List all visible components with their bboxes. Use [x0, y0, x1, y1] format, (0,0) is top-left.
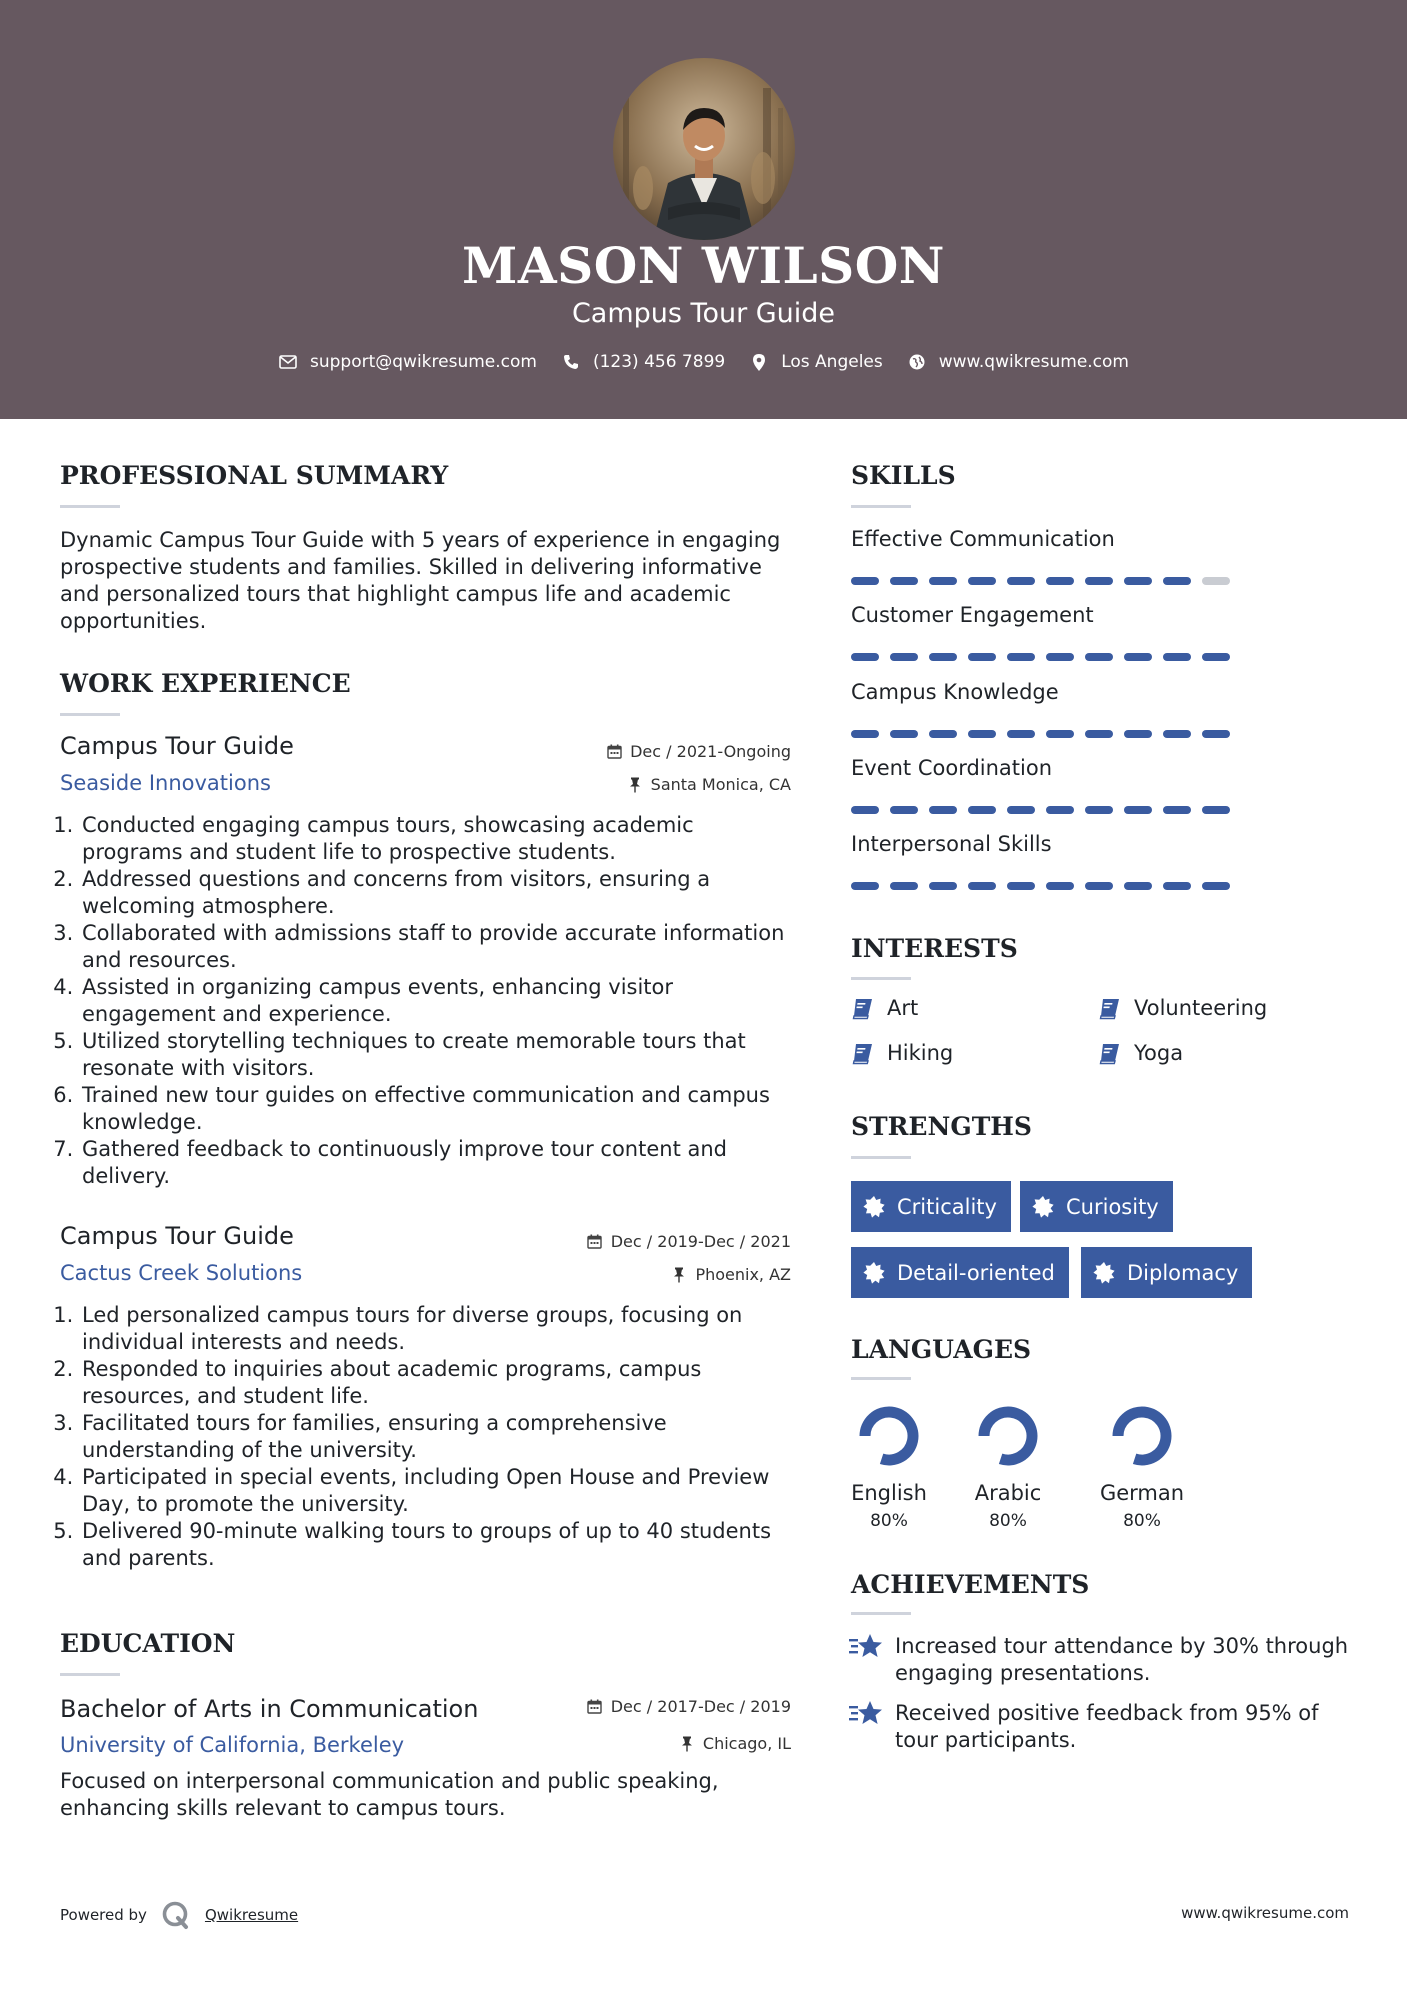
contact-email[interactable] — [278, 352, 537, 372]
skill-dot-filled — [851, 806, 879, 814]
job-location-text: Phoenix, AZ — [695, 1265, 791, 1284]
interest-item — [851, 996, 918, 1020]
experience-heading: WORK EXPERIENCE — [60, 669, 351, 698]
language-level-arc — [1118, 1412, 1166, 1460]
skill-name: Customer Engagement — [851, 603, 1094, 627]
summary-line: prospective students and families. Skilled in delivering informative — [60, 555, 762, 579]
language-name: Arabic — [974, 1481, 1042, 1505]
list-item — [80, 866, 810, 920]
pushpin-icon — [679, 1736, 695, 1752]
job-bullets — [50, 812, 810, 1190]
skill-dot-filled — [1202, 882, 1230, 890]
skill-dot-filled — [1085, 577, 1113, 585]
website-text: www.qwikresume.com — [938, 352, 1129, 372]
interest-item — [1098, 996, 1267, 1020]
education-location-text: Chicago, IL — [702, 1734, 791, 1753]
skill-rating — [851, 806, 1241, 814]
interests-heading: INTERESTS — [851, 934, 1018, 963]
bullet-line: Facilitated tours for families, ensuring a comprehensive — [82, 1411, 667, 1435]
bullet-line: knowledge. — [82, 1110, 203, 1134]
bullet-line: Delivered 90-minute walking tours to groups of up to 40 students — [82, 1519, 772, 1543]
bullet-line: understanding of the university. — [82, 1438, 417, 1462]
language-item — [1087, 1403, 1197, 1531]
achievement-text — [895, 1700, 1319, 1754]
education-date-text: Dec / 2017-Dec / 2019 — [610, 1697, 791, 1716]
interest-label: Art — [887, 996, 919, 1020]
calendar-icon — [606, 744, 622, 760]
school-name[interactable]: University of California, Berkeley — [60, 1733, 405, 1757]
skill-dot-filled — [968, 577, 996, 585]
job-date — [480, 742, 791, 761]
profile-photo — [613, 58, 795, 240]
bullet-line: Participated in special events, including Open House and Preview — [82, 1465, 770, 1489]
skill-name: Event Coordination — [851, 756, 1053, 780]
bullet-line: Trained new tour guides on effective communication and campus — [82, 1083, 770, 1107]
skill-dot-filled — [1007, 806, 1035, 814]
strength-chip — [851, 1247, 1069, 1298]
interest-item — [851, 1041, 953, 1065]
education-location — [480, 1734, 791, 1753]
strength-chip — [1081, 1247, 1252, 1298]
skill-dot-filled — [890, 806, 918, 814]
bullet-line: resonate with visitors. — [82, 1056, 315, 1080]
strength-label: Criticality — [897, 1194, 997, 1219]
bullet-line: programs and student life to prospective students. — [82, 840, 616, 864]
list-item — [80, 920, 810, 974]
envelope-icon — [278, 352, 298, 372]
company-name[interactable]: Cactus Creek Solutions — [60, 1261, 303, 1285]
languages-heading: LANGUAGES — [851, 1335, 1032, 1364]
list-item — [80, 1410, 810, 1464]
skill-dot-filled — [929, 806, 957, 814]
job-date-text: Dec / 2019-Dec / 2021 — [610, 1232, 791, 1251]
skill-dot-filled — [1046, 882, 1074, 890]
skill-dot-filled — [1085, 806, 1113, 814]
skill-dot-filled — [1085, 653, 1113, 661]
calendar-icon — [587, 1699, 603, 1715]
map-pin-icon — [749, 352, 769, 372]
strength-label: Detail-oriented — [897, 1260, 1055, 1285]
profile-photo-illustration — [613, 58, 795, 240]
education-description — [60, 1768, 800, 1822]
list-item — [80, 1464, 810, 1518]
skill-dot-filled — [1202, 730, 1230, 738]
skill-dot-filled — [890, 730, 918, 738]
skill-dot-filled — [1124, 806, 1152, 814]
book-icon — [1098, 996, 1122, 1020]
skill-rating — [851, 730, 1241, 738]
bullet-line: and parents. — [82, 1546, 215, 1570]
globe-icon — [907, 352, 927, 372]
candidate-name: MASON WILSON — [462, 236, 945, 295]
achievement-text — [895, 1633, 1348, 1687]
skill-dot-filled — [851, 577, 879, 585]
skill-dot-filled — [1163, 806, 1191, 814]
achievement-item — [849, 1633, 1369, 1687]
skill-dot-filled — [1202, 653, 1230, 661]
skill-dot-filled — [1085, 882, 1113, 890]
section-divider — [60, 505, 120, 508]
bullet-line: resources, and student life. — [82, 1384, 369, 1408]
book-icon — [1098, 1041, 1122, 1065]
star-icon — [849, 1700, 883, 1728]
badge-icon — [1093, 1262, 1115, 1284]
section-divider — [60, 713, 120, 716]
section-divider — [60, 1673, 120, 1676]
job-location-text: Santa Monica, CA — [650, 775, 791, 794]
degree-title: Bachelor of Arts in Communication — [60, 1695, 479, 1723]
skill-dot-filled — [929, 577, 957, 585]
resume-header — [0, 0, 1407, 419]
skill-dot-filled — [1163, 730, 1191, 738]
education-heading: EDUCATION — [60, 1629, 236, 1658]
skill-dot-filled — [851, 882, 879, 890]
pushpin-icon — [671, 1267, 687, 1283]
summary-heading: PROFESSIONAL SUMMARY — [60, 461, 449, 490]
skill-dot-filled — [1124, 882, 1152, 890]
section-divider — [851, 977, 911, 980]
skill-dot-filled — [929, 653, 957, 661]
powered-by-label: Powered by — [60, 1906, 147, 1924]
skill-dot-filled — [1046, 806, 1074, 814]
skill-dot-filled — [851, 730, 879, 738]
language-ring — [975, 1403, 1041, 1469]
skill-dot-filled — [1163, 653, 1191, 661]
contact-website[interactable] — [907, 352, 1129, 372]
bullet-line: Day, to promote the university. — [82, 1492, 409, 1516]
phone-icon — [561, 352, 581, 372]
skill-rating — [851, 577, 1241, 585]
qwikresume-logo — [161, 1900, 191, 1930]
footer-branding — [60, 1900, 298, 1930]
calendar-icon — [587, 1234, 603, 1250]
section-divider — [851, 1377, 911, 1380]
skill-dot-filled — [1124, 653, 1152, 661]
job-bullets — [50, 1302, 810, 1572]
strength-chip — [851, 1181, 1011, 1232]
skill-dot-filled — [1163, 577, 1191, 585]
contact-bar — [0, 352, 1407, 372]
bullet-line: Responded to inquiries about academic programs, campus — [82, 1357, 702, 1381]
star-icon — [849, 1633, 883, 1661]
strength-label: Curiosity — [1066, 1194, 1159, 1219]
list-item — [80, 812, 810, 866]
skill-dot-filled — [968, 882, 996, 890]
skill-dot-filled — [1085, 730, 1113, 738]
job-location — [480, 775, 791, 794]
skill-dot-filled — [968, 653, 996, 661]
bullet-line: Utilized storytelling techniques to create memorable tours that — [82, 1029, 746, 1053]
candidate-title: Campus Tour Guide — [571, 298, 836, 329]
language-level-arc — [984, 1412, 1032, 1460]
skill-dot-filled — [1046, 577, 1074, 585]
interest-item — [1098, 1041, 1183, 1065]
job-date — [480, 1232, 791, 1251]
skills-heading: SKILLS — [851, 461, 956, 490]
language-item — [834, 1403, 944, 1531]
language-percent: 80% — [870, 1511, 908, 1531]
bullet-line: Assisted in organizing campus events, enhancing visitor — [82, 975, 674, 999]
bullet-line: delivery. — [82, 1164, 171, 1188]
company-name[interactable]: Seaside Innovations — [60, 771, 271, 795]
language-item — [953, 1403, 1063, 1531]
skill-dot-filled — [890, 577, 918, 585]
achievement-line: engaging presentations. — [895, 1661, 1151, 1685]
skill-dot-filled — [890, 882, 918, 890]
skill-dot-filled — [1007, 882, 1035, 890]
list-item — [80, 1356, 810, 1410]
bullet-line: welcoming atmosphere. — [82, 894, 335, 918]
education-line: Focused on interpersonal communication and public speaking, — [60, 1769, 719, 1793]
education-date — [480, 1697, 791, 1716]
book-icon — [851, 996, 875, 1020]
list-item — [80, 1028, 810, 1082]
strengths-heading: STRENGTHS — [851, 1112, 1032, 1141]
summary-line: and personalized tours that highlight campus life and academic — [60, 582, 731, 606]
email-text: support@qwikresume.com — [310, 352, 537, 372]
skill-dot-filled — [890, 653, 918, 661]
bullet-line: and resources. — [82, 948, 237, 972]
job-location — [480, 1265, 791, 1284]
skill-dot-filled — [851, 653, 879, 661]
list-item — [80, 1082, 810, 1136]
language-name: German — [1099, 1481, 1185, 1505]
skill-dot-filled — [929, 882, 957, 890]
achievements-heading: ACHIEVEMENTS — [851, 1570, 1090, 1599]
section-divider — [851, 1156, 911, 1159]
job-date-text: Dec / 2021-Ongoing — [630, 742, 791, 761]
skill-name: Interpersonal Skills — [851, 832, 1052, 856]
job-title: Campus Tour Guide — [60, 1222, 294, 1250]
skill-dot-filled — [1046, 653, 1074, 661]
interest-label: Hiking — [887, 1041, 954, 1065]
skill-name: Campus Knowledge — [851, 680, 1059, 704]
location-text: Los Angeles — [781, 352, 883, 372]
skill-dot-filled — [1007, 730, 1035, 738]
achievement-line: tour participants. — [895, 1728, 1077, 1752]
contact-phone[interactable] — [561, 352, 725, 372]
list-item — [80, 1518, 810, 1572]
skill-dot-empty — [1202, 577, 1230, 585]
skill-dot-filled — [1124, 577, 1152, 585]
qwikresume-link[interactable]: Qwikresume — [204, 1906, 299, 1924]
bullet-line: Led personalized campus tours for diverse groups, focusing on — [82, 1303, 743, 1327]
phone-text: (123) 456 7899 — [592, 352, 726, 372]
strength-label: Diplomacy — [1127, 1260, 1239, 1285]
skill-name: Effective Communication — [851, 527, 1115, 551]
language-name: English — [851, 1481, 927, 1505]
badge-icon — [863, 1196, 885, 1218]
achievement-line: Received positive feedback from 95% of — [895, 1701, 1319, 1725]
skill-rating — [851, 653, 1241, 661]
bullet-line: Collaborated with admissions staff to provide accurate information — [82, 921, 785, 945]
skill-dot-filled — [1163, 882, 1191, 890]
footer-website[interactable]: www.qwikresume.com — [1181, 1904, 1349, 1922]
contact-location — [749, 352, 883, 372]
list-item — [80, 974, 810, 1028]
list-item — [80, 1302, 810, 1356]
bullet-line: Gathered feedback to continuously improve tour content and — [82, 1137, 727, 1161]
badge-icon — [1032, 1196, 1054, 1218]
skill-rating — [851, 882, 1241, 890]
book-icon — [851, 1041, 875, 1065]
skill-dot-filled — [968, 806, 996, 814]
language-percent: 80% — [989, 1511, 1027, 1531]
skill-dot-filled — [929, 730, 957, 738]
language-level-arc — [865, 1412, 913, 1460]
skill-dot-filled — [1007, 577, 1035, 585]
section-divider — [851, 505, 911, 508]
badge-icon — [863, 1262, 885, 1284]
summary-text — [60, 527, 800, 635]
bullet-line: Addressed questions and concerns from visitors, ensuring a — [82, 867, 711, 891]
strength-chip — [1020, 1181, 1173, 1232]
skill-dot-filled — [1124, 730, 1152, 738]
achievement-line: Increased tour attendance by 30% through — [895, 1634, 1349, 1658]
pushpin-icon — [627, 777, 643, 793]
language-ring — [1109, 1403, 1175, 1469]
skill-dot-filled — [1007, 653, 1035, 661]
interest-label: Yoga — [1134, 1041, 1184, 1065]
bullet-line: individual interests and needs. — [82, 1330, 406, 1354]
achievement-item — [849, 1700, 1369, 1754]
list-item — [80, 1136, 810, 1190]
summary-line: Dynamic Campus Tour Guide with 5 years of experience in engaging — [60, 528, 781, 552]
language-ring — [856, 1403, 922, 1469]
language-percent: 80% — [1123, 1511, 1161, 1531]
skill-dot-filled — [968, 730, 996, 738]
skill-dot-filled — [1046, 730, 1074, 738]
job-title: Campus Tour Guide — [60, 732, 294, 760]
section-divider — [851, 1612, 911, 1615]
skill-dot-filled — [1202, 806, 1230, 814]
bullet-line: Conducted engaging campus tours, showcasing academic — [82, 813, 694, 837]
summary-line: opportunities. — [60, 609, 207, 633]
interest-label: Volunteering — [1134, 996, 1268, 1020]
bullet-line: engagement and experience. — [82, 1002, 392, 1026]
education-line: enhancing skills relevant to campus tours. — [60, 1796, 506, 1820]
